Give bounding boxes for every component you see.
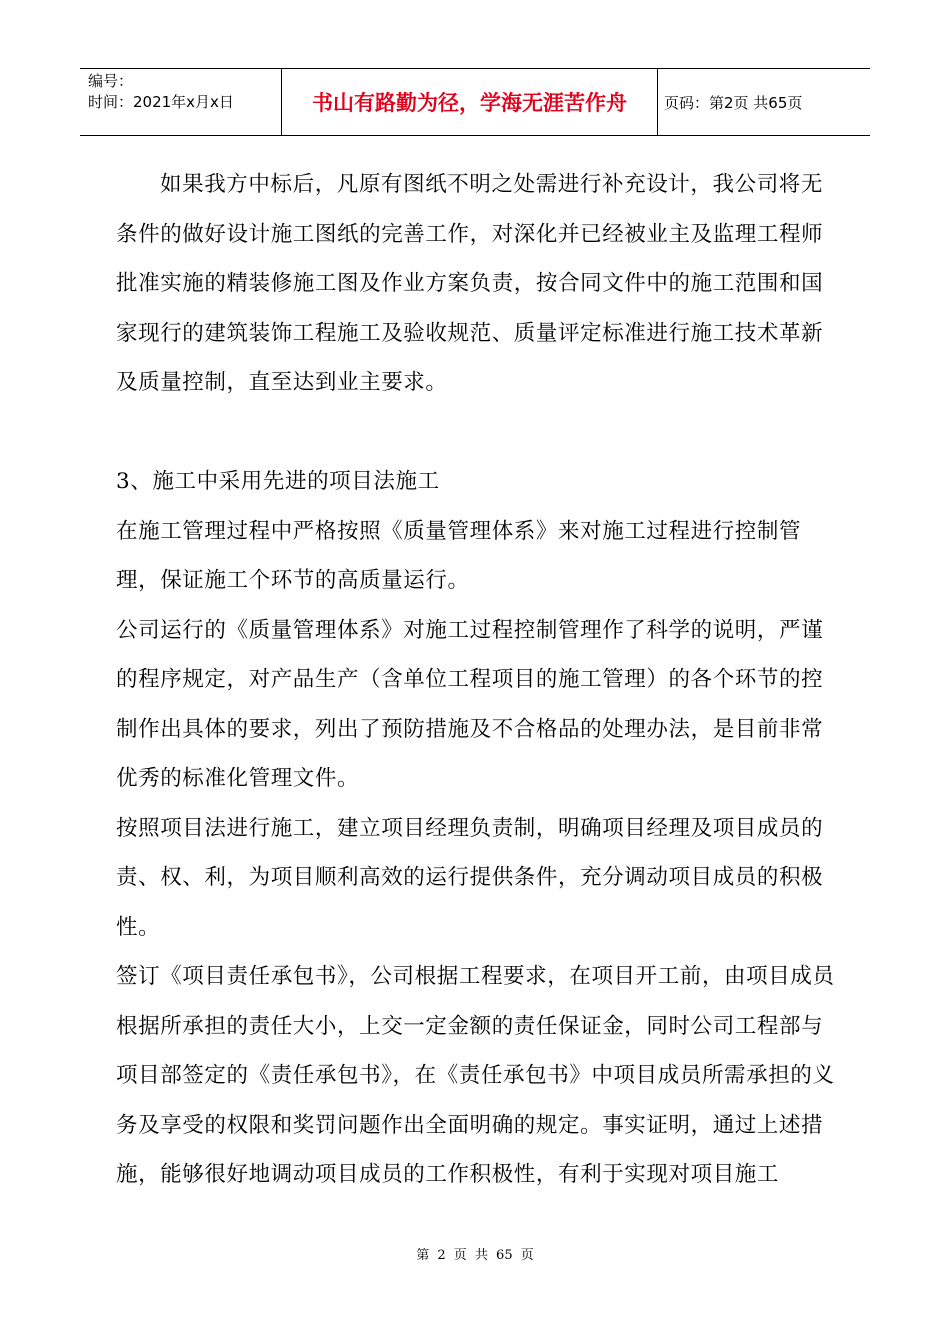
header-page-label: 页码：第2页 共65页 bbox=[664, 93, 803, 112]
page-footer: 第 2 页 共 65 页 bbox=[416, 1248, 534, 1263]
body-paragraph: 按照项目法进行施工，建立项目经理负责制，明确项目经理及项目成员的责、权、利，为项目顺利高效的运行提供条件，充分调动项目成员的积极性。 bbox=[116, 815, 824, 940]
document-body bbox=[116, 160, 836, 1200]
header-meta bbox=[80, 69, 282, 135]
section-heading: 3、施工中采用先进的项目法施工 bbox=[116, 469, 440, 494]
body-paragraph: 在施工管理过程中严格按照《质量管理体系》来对施工过程进行控制管理，保证施工个环节的高质量运行。 bbox=[116, 518, 802, 593]
document-number-label: 编号： bbox=[88, 72, 134, 90]
page-header bbox=[80, 68, 870, 136]
header-motto: 书山有路勤为径，学海无涯苦作舟 bbox=[282, 69, 658, 135]
document-date-label: 时间：2021年x月x日 bbox=[88, 93, 234, 111]
body-paragraph: 如果我方中标后，凡原有图纸不明之处需进行补充设计，我公司将无条件的做好设计施工图纸的完善工作，对深化并已经被业主及监理工程师批准实施的精装修施工图及作业方案负责，按合同文件中的施工范围和国家现行的建筑装饰工程施工及验收规范、质量评定标准进行施工技术革新及质量控制，直至达到业主要求。 bbox=[116, 172, 824, 395]
body-paragraph: 公司运行的《质量管理体系》对施工过程控制管理作了科学的说明，严谨的程序规定，对产品生产（含单位工程项目的施工管理）的各个环节的控制作出具体的要求，列出了预防措施及不合格品的处理办法，是目前非常优秀的标准化管理文件。 bbox=[116, 617, 824, 791]
paragraph-gap bbox=[116, 408, 836, 458]
body-paragraph: 签订《项目责任承包书》，公司根据工程要求，在项目开工前，由项目成员根据所承担的责任大小，上交一定金额的责任保证金，同时公司工程部与项目部签定的《责任承包书》，在《责任承包书》中项目成员所需承担的义务及享受的权限和奖罚问题作出全面明确的规定。事实证明，通过上述措施，能够很好地调动项目成员的工作积极性，有利于实现对项目施工 bbox=[116, 964, 835, 1187]
